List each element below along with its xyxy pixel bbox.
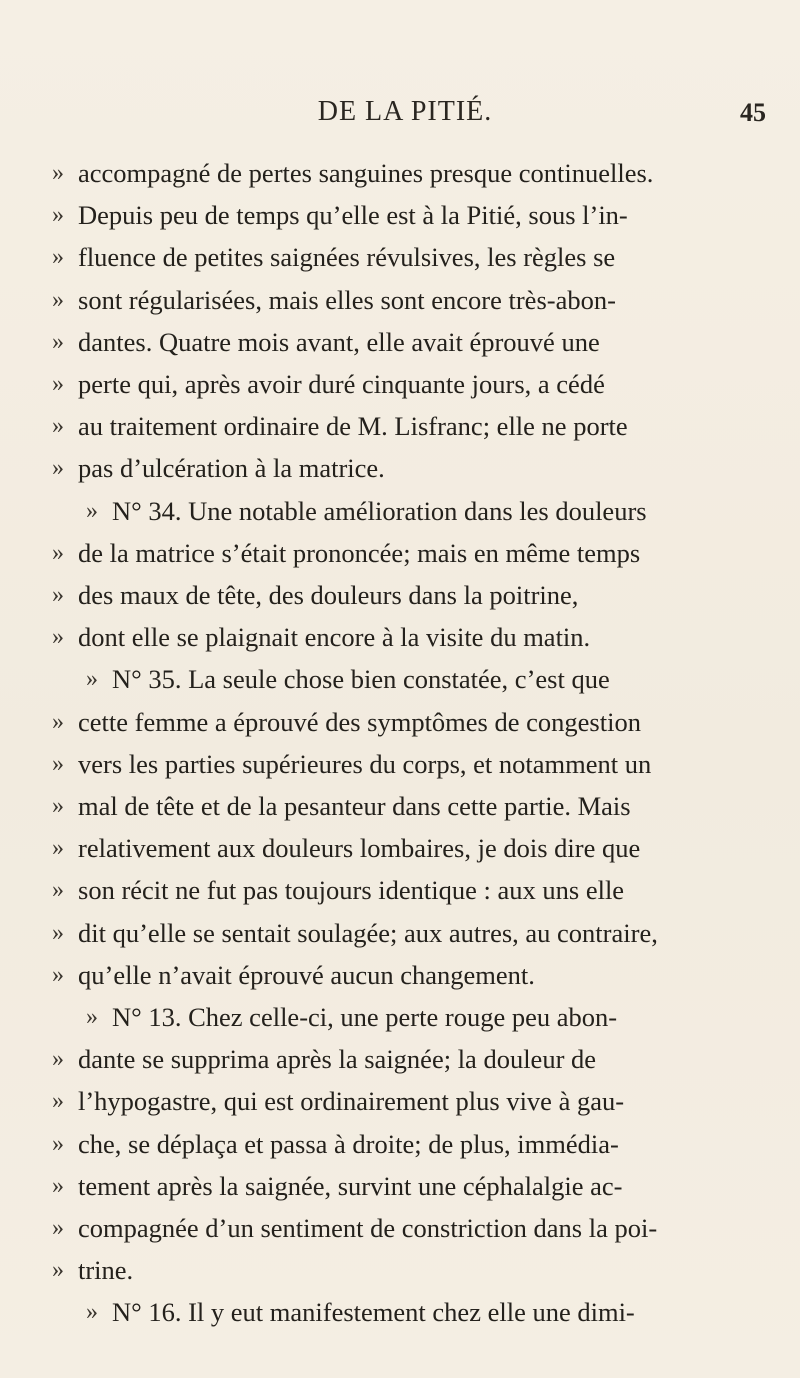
quote-mark: »: [52, 413, 64, 440]
book-page: DE LA PITIÉ. 45 » accompagné de pertes sanguines presque continuelles. » Depuis peu de temps qu’elle est à la Pitié, sous l’in- » fluence de petites saignées révulsives, les règles se » sont régularisées, mais elles sont encore très-abon- » dantes. Quatre mois avant, elle avait éprouvé une » perte qui, après avoir duré cinquante jours, a cédé » au traitement ordinaire de M. Lisfranc; elle ne porte » pas d’ulcération à la matrice. » N° 34. Une notable amélioration dans les douleurs » de la matrice s’était prononcée; mais en même temps » des maux de tête, des douleurs dans la poitrine, » dont elle se plaignait encore à la visite du matin. » N° 35. La seule chose bien constatée, c’est que » cette femme a éprouvé des symptômes de congestion » vers les parties supérieures du corps, et notamment un » mal de tête et de la pesanteur dans cette partie. Mais » relativement aux douleurs lombaires, je dois dire que » son récit ne fut pas toujours identique : aux uns elle » dit qu’elle se sentait soulagée; aux autres, au contraire, » qu’elle n’avait éprouvé aucun changement. » N° 13. Chez celle-ci, une perte rouge peu abon- » dante se supprima après la saignée; la douleur de » l’hypogastre, qui est ordinairement plus vive à gau- » che, se déplaça et passa à droite; de plus, immédia- » tement après la saignée, survint une céphalalgie ac- » compagnée d’un sentiment de constriction dans la poi- » trine. » N° 16. Il y eut manifestement chez elle une dimi-: [0, 0, 800, 1378]
quote-mark: »: [86, 497, 98, 524]
quote-mark: »: [52, 286, 64, 313]
page-number: 45: [740, 98, 766, 127]
quote-mark: »: [52, 624, 64, 651]
quote-mark: »: [52, 202, 64, 229]
quote-mark: »: [52, 1172, 64, 1199]
quote-mark: »: [52, 708, 64, 735]
quote-mark: »: [52, 919, 64, 946]
quote-mark: »: [52, 244, 64, 271]
quote-mark: »: [52, 539, 64, 566]
quote-mark: »: [86, 1299, 98, 1326]
quote-mark: »: [52, 1088, 64, 1115]
quote-mark: »: [52, 750, 64, 777]
quote-mark: »: [52, 582, 64, 608]
quote-mark: »: [52, 793, 64, 819]
quote-mark: »: [52, 1257, 64, 1284]
quote-mark: »: [52, 1215, 64, 1241]
quote-mark: »: [52, 835, 64, 862]
quote-mark: »: [52, 877, 64, 904]
quote-mark: »: [52, 160, 64, 186]
quote-mark: »: [86, 666, 98, 693]
running-head: [0, 96, 800, 140]
quote-mark: »: [52, 371, 64, 397]
quote-mark: »: [52, 1046, 64, 1073]
quote-mark: »: [86, 1004, 98, 1030]
quote-mark: »: [52, 455, 64, 482]
running-title: DE LA PITIÉ.: [317, 96, 493, 127]
quote-mark: »: [52, 328, 64, 355]
quote-mark: »: [52, 1130, 64, 1157]
quote-mark: »: [52, 961, 64, 988]
